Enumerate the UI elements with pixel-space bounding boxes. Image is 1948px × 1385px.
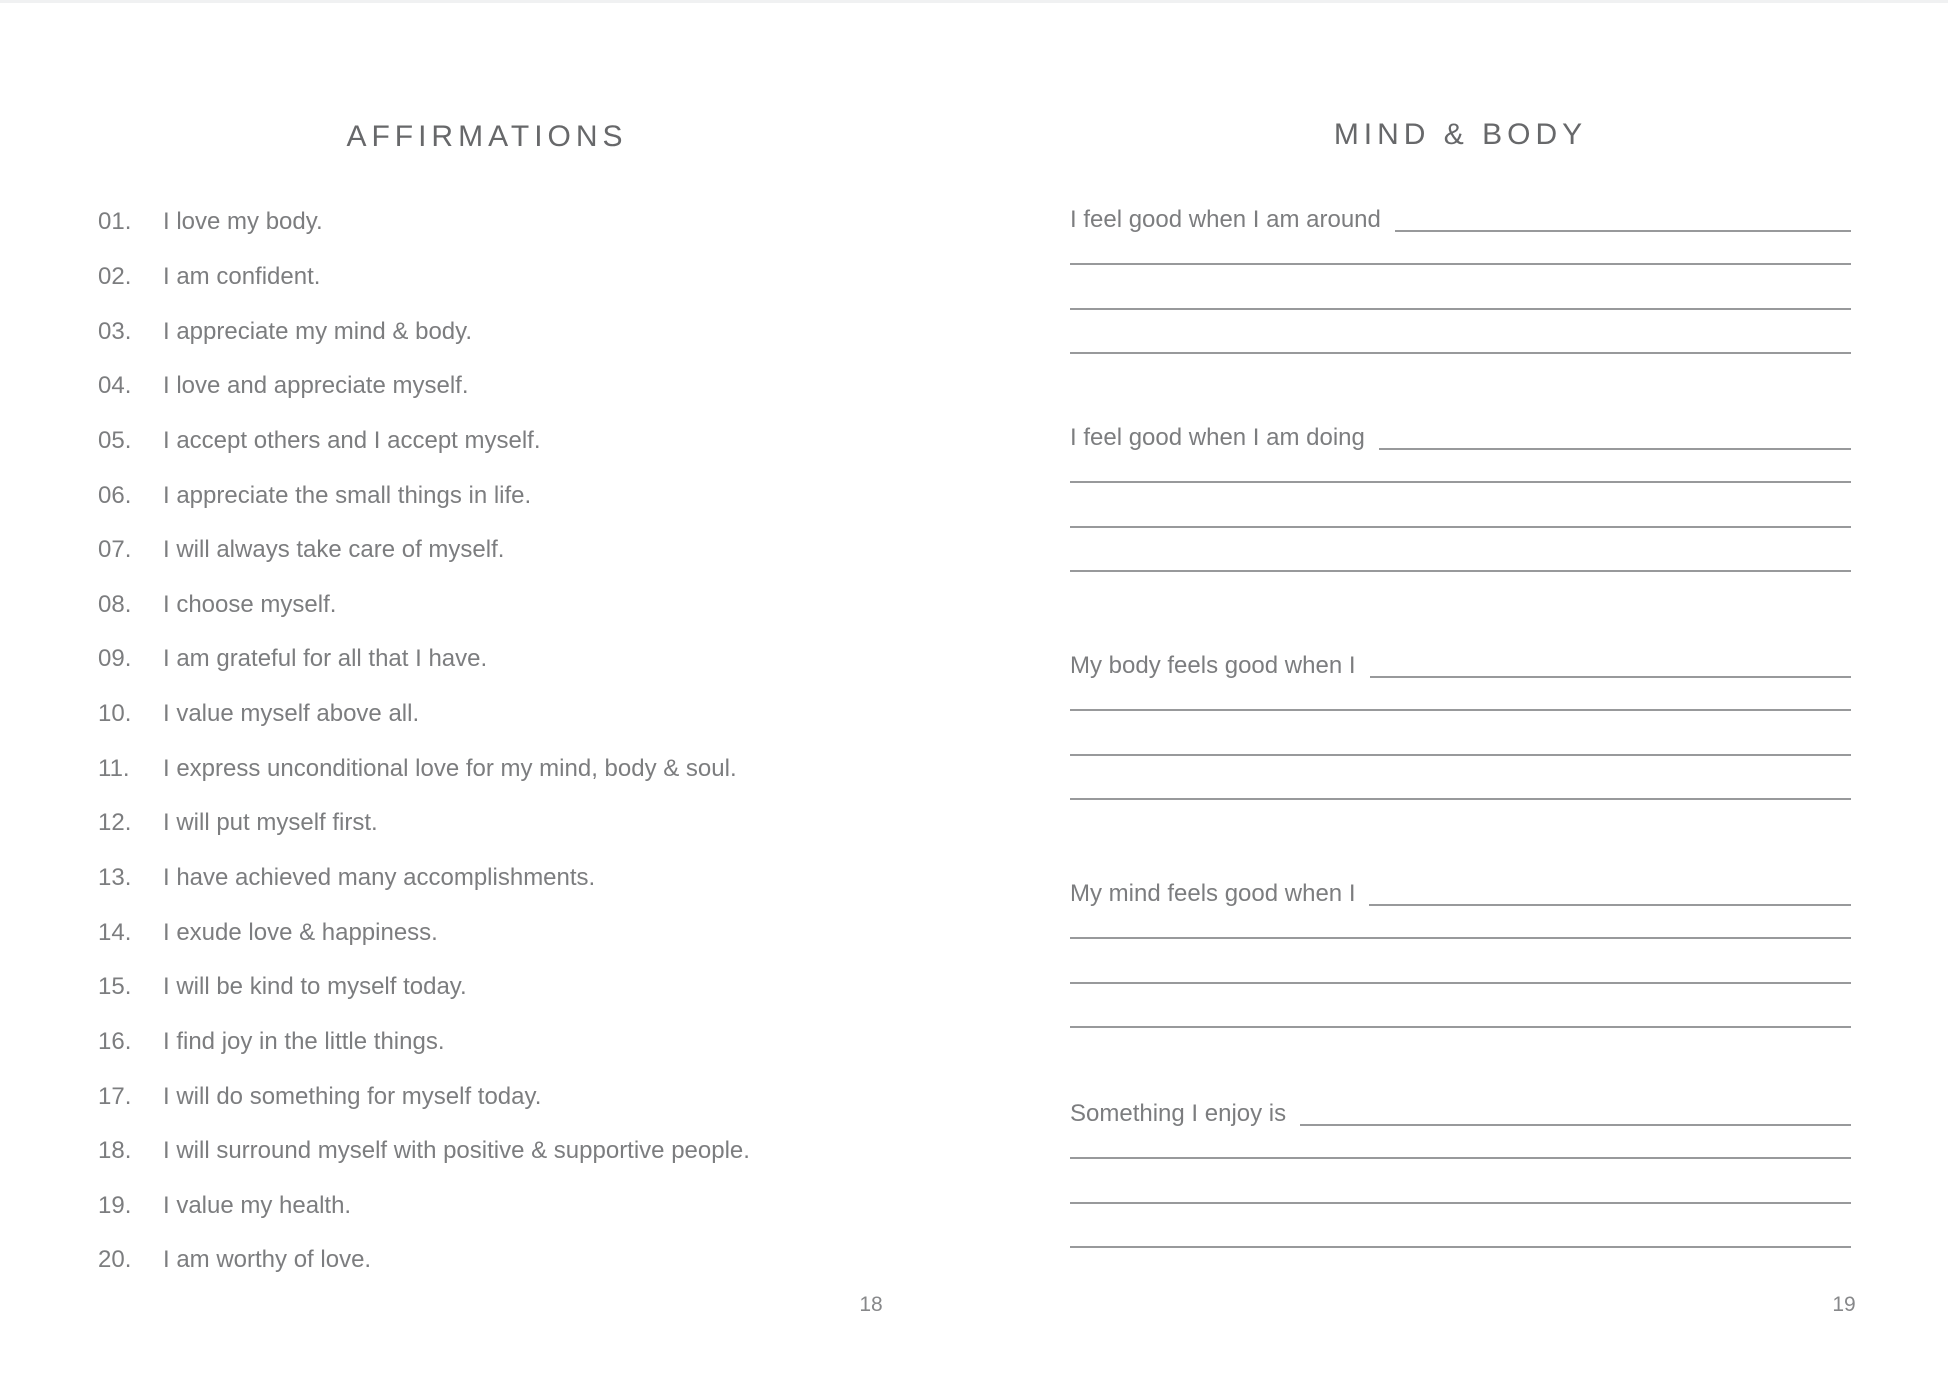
list-item-text: I accept others and I accept myself. (163, 426, 541, 454)
affirmations-list (98, 195, 938, 1288)
writing-line (1070, 1202, 1851, 1204)
list-item-number: 06. (98, 481, 132, 509)
writing-line (1070, 263, 1851, 265)
prompt-row (1070, 204, 1851, 232)
list-item-text: I choose myself. (163, 590, 337, 618)
writing-line (1379, 448, 1851, 450)
list-item (98, 1069, 938, 1124)
list-item-text: I exude love & happiness. (163, 918, 438, 946)
page-title-affirmations: AFFIRMATIONS (346, 120, 628, 153)
prompt-label: My body feels good when I (1070, 652, 1356, 679)
list-item (98, 632, 938, 687)
list-item-text: I value myself above all. (163, 700, 420, 728)
list-item (98, 741, 938, 796)
list-item-number: 12. (98, 809, 132, 837)
list-item-number: 02. (98, 262, 132, 290)
writing-line (1070, 798, 1851, 800)
list-item (98, 468, 938, 523)
list-item (98, 687, 938, 742)
writing-line (1070, 709, 1851, 711)
list-item-text: I find joy in the little things. (163, 1027, 445, 1055)
list-item (98, 1179, 938, 1234)
list-item-number: 04. (98, 372, 132, 400)
page-number: 19 (1832, 1293, 1856, 1316)
prompt-label: Something I enjoy is (1070, 1100, 1287, 1127)
list-item-text: I will be kind to myself today. (163, 973, 467, 1001)
list-item-text: I love my body. (163, 208, 323, 236)
writing-line (1369, 904, 1851, 906)
page-right-mind-body (1070, 0, 1856, 1385)
prompt-section (1070, 1098, 1851, 1250)
list-item (98, 523, 938, 578)
list-item-text: I will always take care of myself. (163, 536, 505, 564)
prompt-section (1070, 650, 1851, 802)
list-item (98, 195, 938, 250)
list-item-number: 18. (98, 1137, 132, 1165)
writing-line (1070, 481, 1851, 483)
page-title-mind-body: MIND & BODY (1333, 118, 1588, 151)
list-item-text: I will surround myself with positive & supportive people. (163, 1137, 750, 1165)
prompt-section (1070, 204, 1851, 356)
list-item (98, 414, 938, 469)
writing-line (1070, 1246, 1851, 1248)
page-number: 18 (859, 1293, 883, 1316)
list-item (98, 851, 938, 906)
prompt-label: My mind feels good when I (1070, 880, 1356, 907)
list-item-text: I love and appreciate myself. (163, 372, 469, 400)
writing-line (1070, 1157, 1851, 1159)
writing-line (1070, 352, 1851, 354)
writing-line (1070, 754, 1851, 756)
prompt-label: I feel good when I am around (1070, 206, 1381, 233)
list-item-text: I am worthy of love. (163, 1246, 372, 1274)
list-item-number: 16. (98, 1027, 132, 1055)
list-item-text: I appreciate my mind & body. (163, 317, 473, 345)
prompt-row (1070, 1098, 1851, 1126)
prompt-row (1070, 422, 1851, 450)
list-item-number: 05. (98, 426, 132, 454)
list-item (98, 304, 938, 359)
prompt-label: I feel good when I am doing (1070, 424, 1365, 451)
list-item (98, 1015, 938, 1070)
list-item-text: I appreciate the small things in life. (163, 481, 532, 509)
writing-line (1070, 937, 1851, 939)
writing-line (1070, 308, 1851, 310)
prompt-row (1070, 878, 1851, 906)
list-item-number: 09. (98, 645, 132, 673)
list-item (98, 577, 938, 632)
list-item-number: 03. (98, 317, 132, 345)
writing-line (1300, 1124, 1851, 1126)
list-item (98, 1233, 938, 1288)
prompt-row (1070, 650, 1851, 678)
list-item-number: 01. (98, 208, 132, 236)
list-item-number: 20. (98, 1246, 132, 1274)
list-item-text: I am confident. (163, 262, 321, 290)
list-item-number: 11. (98, 754, 130, 782)
list-item-text: I will put myself first. (163, 809, 378, 837)
list-item-text: I will do something for myself today. (163, 1082, 542, 1110)
writing-line (1070, 982, 1851, 984)
list-item (98, 250, 938, 305)
list-item (98, 359, 938, 414)
writing-line (1395, 230, 1851, 232)
writing-line (1070, 1026, 1851, 1028)
list-item-number: 10. (98, 700, 132, 728)
list-item-number: 17. (98, 1082, 132, 1110)
prompt-section (1070, 878, 1851, 1030)
list-item-text: I am grateful for all that I have. (163, 645, 488, 673)
list-item-number: 15. (98, 973, 132, 1001)
list-item (98, 796, 938, 851)
list-item-number: 14. (98, 918, 132, 946)
list-item-number: 13. (98, 864, 132, 891)
writing-line (1070, 570, 1851, 572)
list-item (98, 960, 938, 1015)
list-item-text: I have achieved many accomplishments. (163, 864, 596, 891)
list-item (98, 905, 938, 960)
list-item-text: I value my health. (163, 1191, 352, 1219)
writing-line (1070, 526, 1851, 528)
list-item-number: 19. (98, 1191, 132, 1219)
list-item (98, 1124, 938, 1179)
list-item-number: 08. (98, 590, 132, 618)
list-item-number: 07. (98, 536, 132, 564)
prompt-section (1070, 422, 1851, 574)
writing-line (1370, 676, 1851, 678)
list-item-text: I express unconditional love for my mind, body & soul. (163, 754, 737, 782)
